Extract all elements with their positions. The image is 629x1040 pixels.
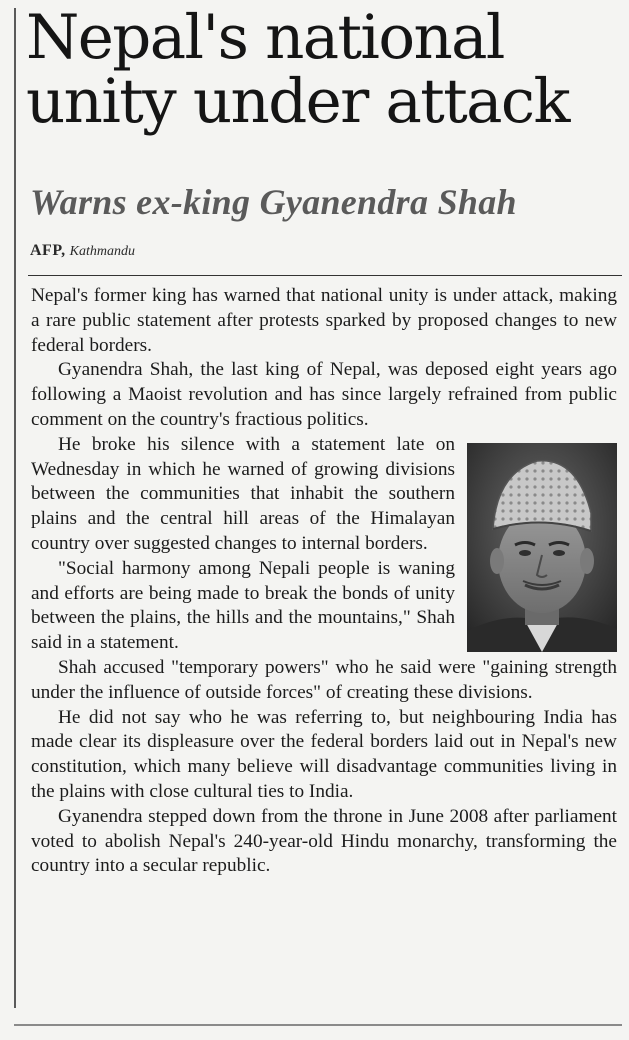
portrait-photo: [467, 443, 617, 652]
headline: [26, 2, 622, 137]
paragraph-7: Gyanendra stepped down from the throne in June 2008 after parliament voted to abolish Nepal's 240-year-old Hindu monarchy, transforming the country into a secular republic.: [31, 805, 617, 877]
byline-agency: AFP,: [30, 242, 66, 259]
subheadline: Warns ex-king Gyanendra Shah: [30, 182, 517, 222]
paragraph-1: Nepal's former king has warned that national unity is under attack, making a rare public statement after protests sparked by proposed changes to new federal borders.: [31, 285, 617, 356]
column-rule-bottom: [14, 1024, 622, 1026]
column-rule-left: [14, 8, 16, 1008]
paragraph-3: He broke his silence with a statement late on Wednesday in which he warned of growing divisions between the communities that inhabit the southern plains and the central hill areas of the Himalayan country over suggested changes to internal borders.: [31, 433, 455, 554]
portrait-image: [467, 443, 617, 652]
paragraph-2: Gyanendra Shah, the last king of Nepal, was deposed eight years ago following a Maoist revolution and has since largely refrained from public comment on the country's fractious politics.: [31, 359, 617, 430]
byline-place: Kathmandu: [69, 244, 135, 259]
article-body: [31, 284, 617, 879]
paragraph-4: "Social harmony among Nepali people is waning and efforts are being made to break the bonds of unity between the plains, the hills and the mountains," Shah said in a statement.: [31, 557, 455, 654]
headline-line-2: unity under attack: [26, 66, 569, 137]
byline-divider: [28, 275, 622, 276]
headline-line-1: Nepal's national: [26, 2, 504, 73]
paragraph-5: Shah accused "temporary powers" who he said were "gaining strength under the influence of outside forces" of creating these divisions.: [31, 656, 617, 703]
byline: [30, 242, 135, 260]
paragraph-6: He did not say who he was referring to, but neighbouring India has made clear its displeasure over the federal borders laid out in Nepal's new constitution, which many believe will disadvantage communities living in the plains with close cultural ties to India.: [31, 706, 617, 802]
